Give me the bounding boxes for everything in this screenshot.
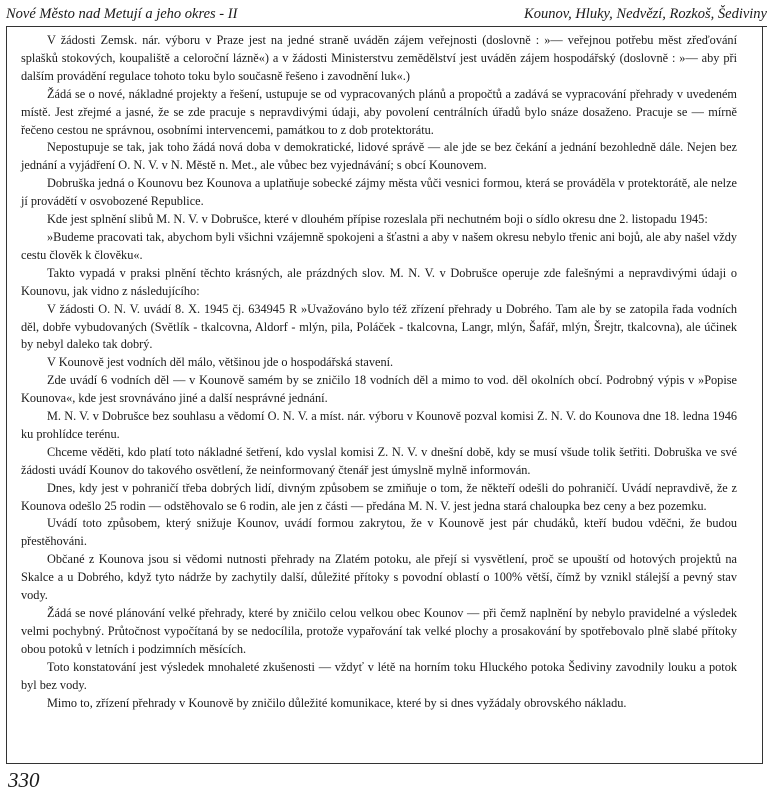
paragraph: V Kounově jest vodních děl málo, většinou jde o hospodářská stavení. <box>47 355 394 370</box>
paragraph: Zde uvádí 6 vodních děl — v Kounově samém by se zničilo 18 vodních děl a mimo to vod. děl okolních obcí. Podrobný výpis v »Popise Kounova«, kde jest srovnáváno jiné a další nesprávné jednání. <box>21 373 737 406</box>
paragraph: V žádosti O. N. V. uvádí 8. X. 1945 čj. 634945 R »Uvažováno bylo též zřízení přehrady u Dobrého. Tam ale by se zatopila řada vodních děl, dobře vybudovaných (Světlík - tkalcovna, Aldorf - mlýn, pila, Poláček - tkalcovna, Langr, mlýn, Šafář, mlýn, Šrejtr, tkalcovna), ale účinek by nebyl daleko tak dobrý. <box>21 301 737 352</box>
paragraph: Kde jest splnění slibů M. N. V. v Dobrušce, které v dlouhém přípise rozeslala při nechutném boji o sídlo okresu dne 2. listopadu 1945: <box>47 212 708 227</box>
body-text <box>21 32 737 712</box>
paragraph: Mimo to, zřízení přehrady v Kounově by zničilo důležité komunikace, které by si dnes vyžádaly obrovského nákladu. <box>47 695 627 710</box>
running-head <box>6 4 767 24</box>
paragraph: Takto vypadá v praksi plnění těchto krásných, ale prázdných slov. M. N. V. v Dobrušce operuje zde falešnými a nepravdivými údaji o Kounovu, jak vidno z následujícího: <box>21 265 737 298</box>
paragraph: Uvádí toto způsobem, který snižuje Kounov, uvádí formou zakrytou, že v Kounově jest pár chudáků, kteří budou vděčni, že budou přestěhováni. <box>21 516 737 549</box>
paragraph: Nepostupuje se tak, jak toho žádá nová doba v demokratické, lidové správě — ale jde se bez čekání a jednání bezohledně dále. Nejen bez jednání a vyjádření O. N. V. v N. Městě n. Met., ale vůbec bez vyjednávání; s obcí Kounovem. <box>21 140 737 173</box>
paragraph: Žádá se o nové, nákladné projekty a řešení, ustupuje se od vypracovaných plánů a propočtů a zadává se vypracování přehrady v uvedeném místě. Jest zřejmé a jasné, že se zde pracuje s nepravdivými údaji, aby povolení centrálních úřadů bylo snáze dosaženo. Pracuje se — mírně řečeno cestou ne správnou, osobními intervencemi, památkou to z dob protektorátu. <box>21 86 737 137</box>
paragraph: Dobruška jedná o Kounovu bez Kounova a uplatňuje sobecké zájmy města vůči vesnici formou, která se prováděla v protektorátě, ale nelze jí provádětí v osvobozené Republice. <box>21 176 737 209</box>
quotation-paragraph: »Budeme pracovati tak, abychom byli všichni vzájemně spokojeni a šťastni a aby v našem okresu nebylo třenic ani bojů, ale aby našel vždy cestu člověk k člověku«. <box>21 229 737 262</box>
page-number: 330 <box>8 768 40 792</box>
paragraph: Toto konstatování jest výsledek mnohaleté zkušenosti — vždyť v létě na horním toku Hluckého potoka Šediviny zavodnily louku a potok byl bez vody. <box>21 659 737 692</box>
paragraph: M. N. V. v Dobrušce bez souhlasu a vědomí O. N. V. a míst. nár. výboru v Kounově pozval komisi Z. N. V. do Kounova dne 18. ledna 1946 ku prohlídce terénu. <box>21 409 737 441</box>
running-head-book-title: Nové Město nad Metují a jeho okres - II <box>6 6 238 22</box>
paragraph: V žádosti Zemsk. nár. výboru v Praze jest na jedné straně uváděn zájem veřejnosti (doslovně : »— veřejnou potřebu měst zřeďování splašků stokových, koupaliště a celoroční lázně«) a v žádosti Ministerstvu zemědělství jest uváděn zájem hospodářský (doslovně : »— aby při dalším provádění regulace tohoto toku bylo současně řešeno i zavodnění luk«.) <box>21 33 737 83</box>
paragraph: Občané z Kounova jsou si vědomi nutnosti přehrady na Zlatém potoku, ale přejí si vysvětlení, proč se upouští od hotových projektů na Skalce a u Dobrého, když tyto nádrže by zachytily další, důležité přítoky s povodní oblastí o 100% větší, čímž by vznikl stálejší a pevný stav vody. <box>21 552 737 603</box>
paragraph: Dnes, kdy jest v pohraničí třeba dobrých lidí, divným způsobem se zmiňuje o tom, že někteří odešli do pohraničí. Uvádí nepravdivě, že z Kounova odešlo 25 rodin — odstěhovalo se 6 rodin, ale jen z části — předána M. N. V. jest jedna stará chaloupka bez ceny a bez pozemku. <box>21 480 737 513</box>
paragraph: Chceme věděti, kdo platí toto nákladné šetření, kdo vyslal komisi Z. N. V. v dnešní době, kdy se musí všude tolik šetřiti. Dobruška ve své žádosti uvádí Kounov do takového osvětlení, že neinformovaný čtenář jest úmyslně mylně informován. <box>21 444 737 477</box>
running-head-chapter-title: Kounov, Hluky, Nedvězí, Rozkoš, Šediviny <box>524 6 767 22</box>
paragraph: Žádá se nové plánování velké přehrady, které by zničilo celou velkou obec Kounov — při čemž naplnění by nebylo pravidelné a výsledek velmi pochybný. Průtočnost vypočítaná by se nedocílila, protože vypařování tak velké plochy a prosakování by spotřebovalo plně slabé přítoky obou potoků v letních i podzimních měsících. <box>21 606 737 656</box>
